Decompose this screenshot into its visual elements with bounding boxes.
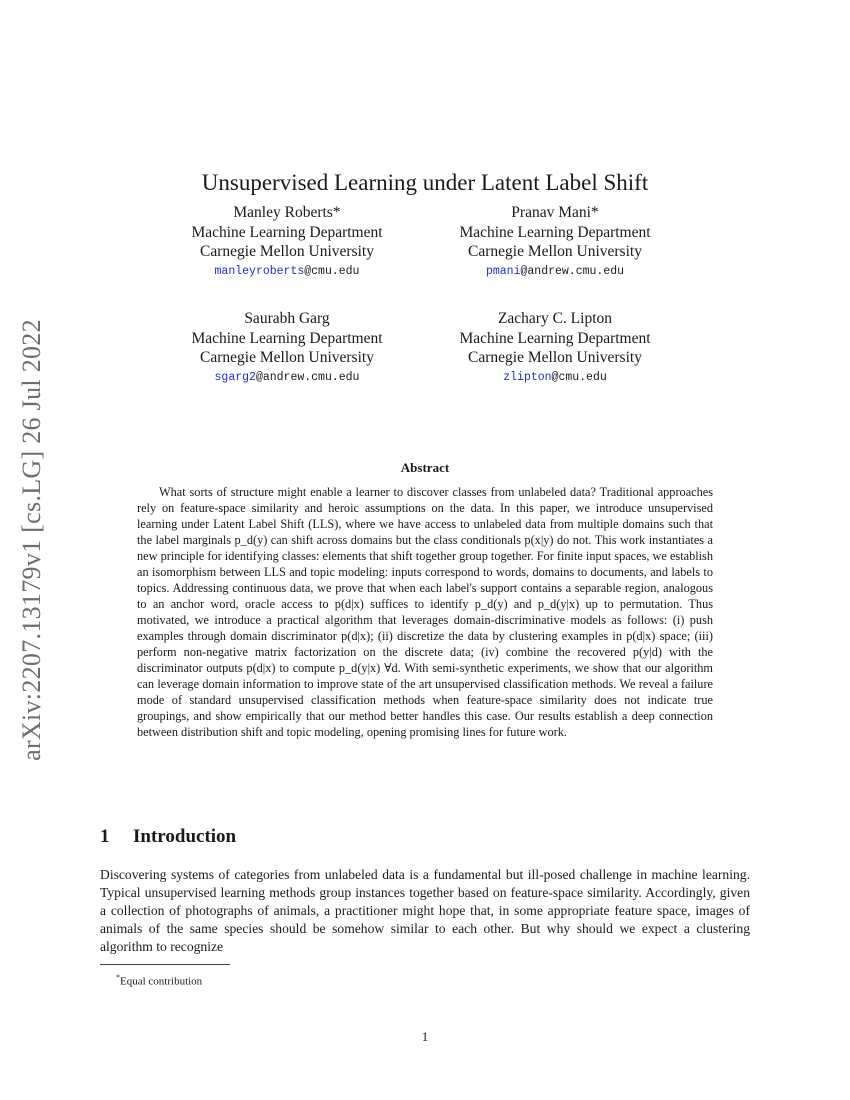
section-number: 1 bbox=[100, 826, 110, 847]
author-email-link[interactable] bbox=[137, 370, 437, 386]
footnote-text: Equal contribution bbox=[120, 975, 203, 988]
footnote bbox=[116, 971, 202, 989]
email-domain: @cmu.edu bbox=[304, 264, 360, 278]
email-user[interactable]: zlipton bbox=[503, 370, 552, 384]
section-heading bbox=[100, 826, 236, 848]
author-name: Zachary C. Lipton bbox=[497, 310, 613, 327]
author-department: Machine Learning Department bbox=[191, 329, 383, 347]
section-title: Introduction bbox=[133, 826, 237, 847]
author-name: Manley Roberts* bbox=[233, 204, 341, 221]
author-block-2 bbox=[405, 203, 705, 280]
abstract-heading: Abstract bbox=[400, 460, 450, 475]
author-block-1 bbox=[137, 203, 437, 280]
author-block-4 bbox=[405, 309, 705, 386]
paper-title: Unsupervised Learning under Latent Label Shift bbox=[201, 170, 649, 196]
email-domain: @andrew.cmu.edu bbox=[520, 264, 625, 278]
footnote-mark: * bbox=[116, 973, 120, 982]
author-department: Machine Learning Department bbox=[191, 223, 383, 241]
author-affiliation: Carnegie Mellon University bbox=[200, 349, 374, 366]
email-user[interactable]: sgarg2 bbox=[214, 370, 256, 384]
arxiv-identifier-stamp: arXiv:2207.13179v1 [cs.LG] 26 Jul 2022 bbox=[17, 319, 46, 761]
author-affiliation: Carnegie Mellon University bbox=[468, 349, 642, 366]
email-user[interactable]: manleyroberts bbox=[214, 264, 305, 278]
author-email-link[interactable] bbox=[405, 370, 705, 386]
page-number: 1 bbox=[421, 1029, 429, 1044]
author-name: Pranav Mani* bbox=[511, 204, 599, 221]
email-domain: @andrew.cmu.edu bbox=[255, 370, 360, 384]
author-email-link[interactable] bbox=[137, 264, 437, 280]
author-department: Machine Learning Department bbox=[459, 223, 651, 241]
introduction-paragraph: Discovering systems of categories from unlabeled data is a fundamental but ill-posed challenge in machine learning. Typical unsupervised learning methods group instances together based on feature-space similarity. Accordingly, given a collection of photographs of animals, a practitioner might hope that, in some appropriate feature space, images of animals of the same species should be somehow similar to each other. But why should we expect a clustering algorithm to recognize bbox=[100, 867, 750, 954]
footnote-divider bbox=[100, 964, 230, 965]
email-domain: @cmu.edu bbox=[551, 370, 607, 384]
author-affiliation: Carnegie Mellon University bbox=[468, 243, 642, 260]
author-block-3 bbox=[137, 309, 437, 386]
email-user[interactable]: pmani bbox=[485, 264, 521, 278]
author-email-link[interactable] bbox=[405, 264, 705, 280]
abstract-body: What sorts of structure might enable a learner to discover classes from unlabeled data? Traditional approaches rely on feature-space similarity and heroic assumptions on the data. In this paper, we introduce unsupervised learning under Latent Label Shift (LLS), where we have access to unlabeled data from multiple domains such that the label marginals p_d(y) can shift across domains but the class conditionals p(x|y) do not. This work instantiates a new principle for identifying classes: elements that shift together group together. For finite input spaces, we establish an isomorphism between LLS and topic modeling: inputs correspond to words, domains to documents, and labels to topics. Addressing continuous data, we prove that when each label's support contains a separable region, analogous to an anchor word, oracle access to p(d|x) suffices to identify p_d(y) and p_d(y|x) up to permutation. Thus motivated, we introduce a practical algorithm that leverages domain-discriminative models as follows: (i) push examples through domain discriminator p(d|x); (ii) discretize the data by clustering examples in p(d|x) space; (iii) perform non-negative matrix factorization on the discrete data; (iv) combine the recovered p(y|d) with the discriminator outputs p(d|x) to compute p_d(y|x) ∀d. With semi-synthetic experiments, we show that our algorithm can leverage domain information to improve state of the art unsupervised classification methods. We reveal a failure mode of standard unsupervised classification methods when feature-space similarity does not indicate true groupings, and show empirically that our method better handles this case. Our results establish a deep connection between distribution shift and topic modeling, opening promising lines for future work. bbox=[137, 485, 713, 739]
author-name: Saurabh Garg bbox=[244, 310, 330, 327]
author-affiliation: Carnegie Mellon University bbox=[200, 243, 374, 260]
author-department: Machine Learning Department bbox=[459, 329, 651, 347]
